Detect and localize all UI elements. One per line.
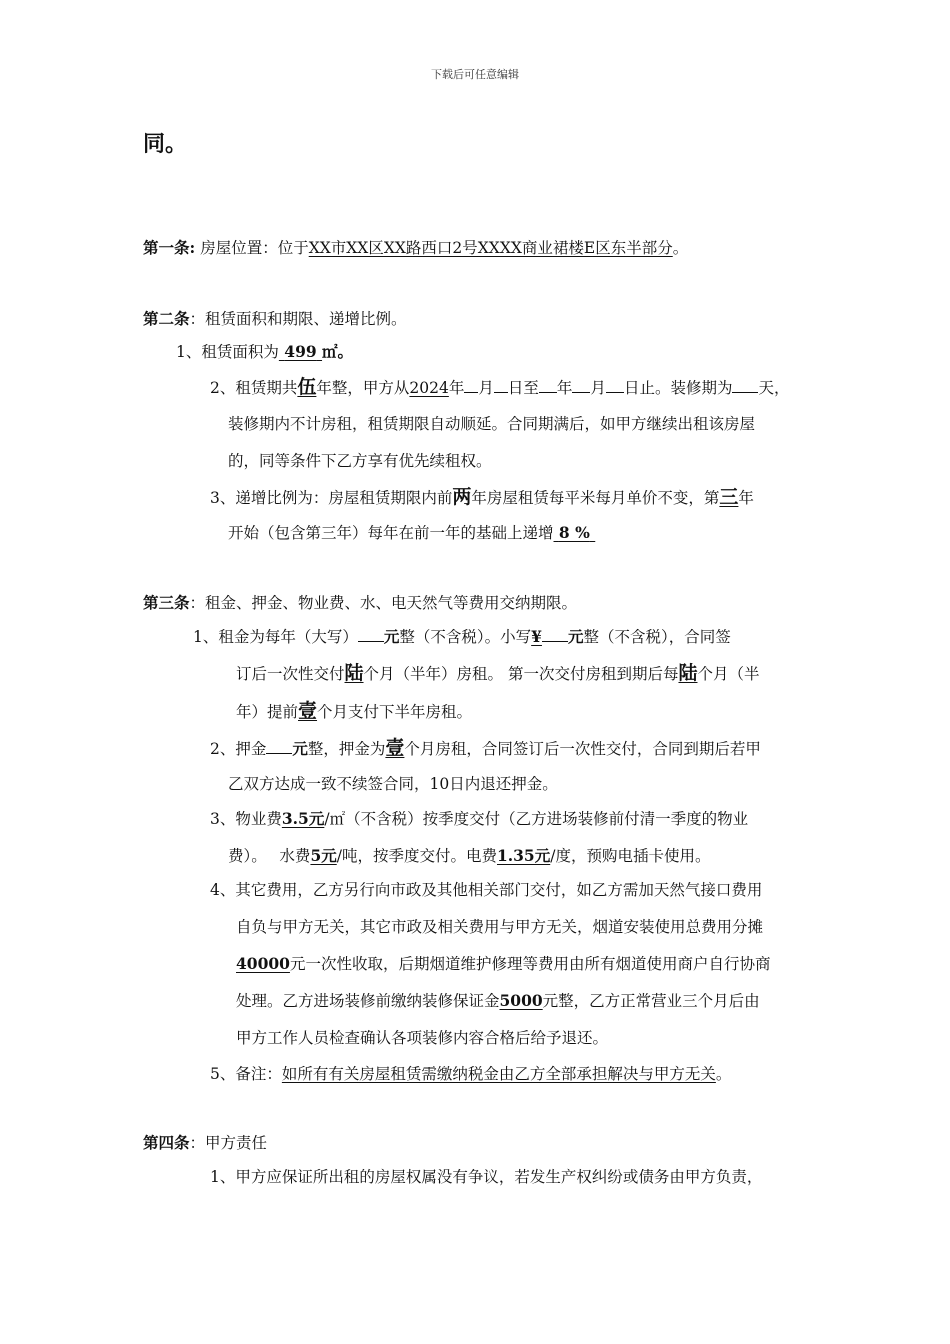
remark-text: 如所有有关房屋租赁需缴纳税金由乙方全部承担解决与甲方无关 xyxy=(281,1065,716,1083)
rent-text-2: 整（不含税），合同签 xyxy=(583,628,731,646)
day-to-char: 日至 xyxy=(507,379,539,397)
article1-address: XX市XX区XX路西口2号XXXX商业裙楼E区东半部分 xyxy=(308,239,673,257)
article2-title: 第二条 xyxy=(143,309,190,328)
deposit-text: 整，押金为 xyxy=(307,740,386,758)
article4-title: 第四条 xyxy=(143,1133,190,1152)
end-year-char: 年 xyxy=(556,379,573,397)
article1-end: 。 xyxy=(672,239,689,257)
article3-item3-line1 xyxy=(210,809,748,829)
end-month-char: 月 xyxy=(590,379,606,397)
increase-label: 3、递增比例为：房屋租赁期限内前 xyxy=(210,489,453,507)
increase-basis: 开始（包含第三年）每年在前一年的基础上递增 xyxy=(228,524,554,542)
rent-yen: ¥ xyxy=(531,627,542,646)
deposit-text-2: 个月房租，合同签订后一次性交付，合同到期后若甲 xyxy=(404,740,761,758)
increase-years-first: 两 xyxy=(452,486,472,508)
article3-item1-line2 xyxy=(236,663,760,684)
deposit-label: 2、押金 xyxy=(210,740,267,758)
article3-item4-line5: 甲方工作人员检查确认各项装修内容合格后给予退还。 xyxy=(236,1029,609,1047)
article3-item4-line4 xyxy=(236,991,760,1011)
flue-fee-amount: 40000 xyxy=(236,954,290,973)
article1-label: 房屋位置：位于 xyxy=(200,239,309,257)
renovation-deposit-amount: 5000 xyxy=(499,991,543,1010)
water-fee-value: 5元 xyxy=(310,846,337,865)
article2-item2-line3: 的，同等条件下乙方享有优先续租权。 xyxy=(228,452,492,470)
article3-text: 租金、押金、物业费、水、电天然气等费用交纳期限。 xyxy=(205,594,578,612)
deposit-months: 壹 xyxy=(385,737,405,759)
start-year: 2024 xyxy=(409,379,449,397)
article1-title: 第一条 xyxy=(143,238,190,257)
article2-item3-line2 xyxy=(228,523,595,543)
rent-yuan: 元 xyxy=(383,627,400,646)
area-value: 499 xyxy=(284,342,317,361)
rent-yuan-2: 元 xyxy=(567,627,584,646)
article4-heading: 第四条：甲方责任 xyxy=(143,1133,268,1152)
article3-item1-line3 xyxy=(236,701,472,722)
water-fee-label: 费）。 水费 xyxy=(228,847,311,865)
article1-line: 第一条: 房屋位置：位于XX市XX区XX路西口2号XXXX商业裙楼E区东半部分。 xyxy=(143,238,689,257)
property-fee-value: 3.5元 xyxy=(281,809,325,828)
area-label: 1、租赁面积为 xyxy=(176,343,279,361)
month-char: 月 xyxy=(478,379,494,397)
rent-pay-text: 订后一次性交付 xyxy=(236,665,345,683)
article4-item1: 1、甲方应保证所出租的房屋权属没有争议，若发生产权纠纷或债务由甲方负责， xyxy=(210,1168,763,1186)
rent-advance-months: 壹 xyxy=(298,700,318,722)
electric-fee-text: /度，预购电插卡使用。 xyxy=(550,847,711,865)
article3-item1-line1 xyxy=(193,627,731,647)
fitout-label: 日止。装修期为 xyxy=(623,379,733,397)
article3-item2-line1 xyxy=(210,738,761,759)
article3-item4-line3 xyxy=(236,954,770,974)
increase-year-char: 年 xyxy=(738,489,754,507)
article3-item4-line2: 自负与甲方无关，其它市政及相关费用与甲方无关，烟道安装使用总费用分摊 xyxy=(236,918,764,936)
remark-label: 5、备注： xyxy=(210,1065,282,1083)
rent-label: 1、租金为每年（大写） xyxy=(193,628,358,646)
rent-pay-text-2: 个月（半年）房租。 第一次交付房租到期后每 xyxy=(363,665,679,683)
article4-text: 甲方责任 xyxy=(205,1134,268,1152)
renovation-deposit-text: 元整，乙方正常营业三个月后由 xyxy=(542,992,760,1010)
term-label: 2、租赁期共 xyxy=(210,379,298,397)
rent-advance-text: 年）提前 xyxy=(236,703,299,721)
electric-fee-value: 1.35元 xyxy=(496,846,551,865)
term-text: 年整，甲方从 xyxy=(316,379,410,397)
article2-item3-line1 xyxy=(210,487,754,508)
article3-item3-line2 xyxy=(228,846,710,866)
article3-title: 第三条 xyxy=(143,593,190,612)
rent-pay-text-3: 个月（半 xyxy=(697,665,760,683)
rent-text: 整（不含税）。小写 xyxy=(399,628,532,646)
page-header-note: 下载后可任意编辑 xyxy=(431,68,519,81)
term-years: 伍 xyxy=(297,376,317,398)
increase-start-year: 三 xyxy=(719,486,739,508)
increase-text: 年房屋租赁每平米每月单价不变，第 xyxy=(471,489,720,507)
article3-item2-line2: 乙双方达成一致不续签合同，10日内退还押金。 xyxy=(228,775,558,793)
deposit-yuan: 元 xyxy=(292,739,308,758)
article2-item2-line1 xyxy=(210,377,789,398)
electric-fee-label: /吨，按季度交付。电费 xyxy=(336,847,497,865)
article2-item2-line2: 装修期内不计房租，租赁期限自动顺延。合同期满后，如甲方继续出租该房屋 xyxy=(228,415,756,433)
year-char: 年 xyxy=(448,379,465,397)
article3-item4-line1: 4、其它费用，乙方另行向市政及其他相关部门交付，如乙方需加天然气接口费用 xyxy=(210,881,763,899)
remark-end: 。 xyxy=(715,1065,732,1083)
article2-text: 租赁面积和期限、递增比例。 xyxy=(205,310,407,328)
renovation-deposit-label: 处理。乙方进场装修前缴纳装修保证金 xyxy=(236,992,500,1010)
rent-months: 陆 xyxy=(344,662,364,684)
property-fee-text: /㎡（不含税）按季度交付（乙方进场装修前付清一季度的物业 xyxy=(324,810,749,828)
area-unit: ㎡。 xyxy=(322,342,354,361)
days-char: 天， xyxy=(758,379,790,397)
article2-item1 xyxy=(176,342,353,362)
rent-advance-text-2: 个月支付下半年房租。 xyxy=(317,703,473,721)
article3-heading: 第三条：租金、押金、物业费、水、电天然气等费用交纳期限。 xyxy=(143,593,578,612)
rent-months-2: 陆 xyxy=(678,662,698,684)
article3-item5 xyxy=(210,1064,731,1084)
increase-percent: 8 % xyxy=(558,523,590,542)
heading-fragment: 同。 xyxy=(143,131,188,157)
property-fee-label: 3、物业费 xyxy=(210,810,282,828)
flue-fee-text: 元一次性收取，后期烟道维护修理等费用由所有烟道使用商户自行协商 xyxy=(289,955,771,973)
article2-heading: 第二条：租赁面积和期限、递增比例。 xyxy=(143,309,407,328)
